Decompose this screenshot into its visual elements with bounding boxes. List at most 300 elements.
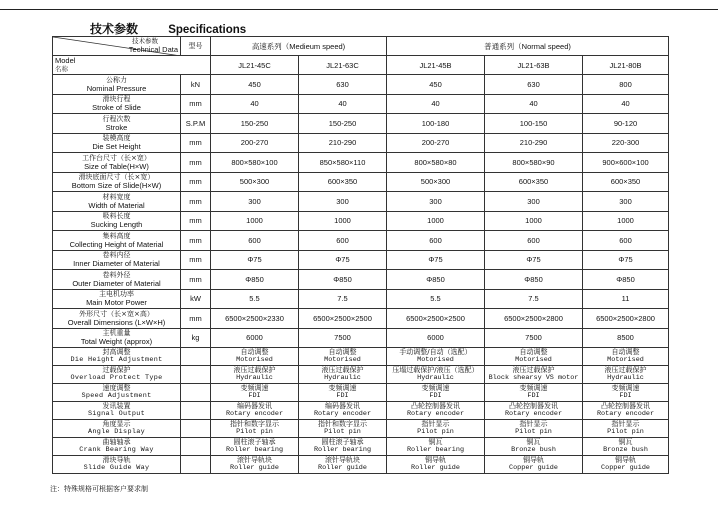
param-name-cn: 主电机功率: [99, 290, 134, 299]
value-en: Block shearsy VS motor: [488, 374, 579, 382]
spec-row: [53, 75, 669, 95]
param-name-cell: [53, 114, 181, 134]
value-cell: 7.5: [485, 289, 583, 309]
spec-table: [52, 36, 669, 474]
value-cell: 500×300: [387, 172, 485, 192]
value-cell: [299, 384, 387, 402]
value-cell: 1000: [211, 211, 299, 231]
param-name-cn: 曲轴轴承: [102, 438, 131, 446]
value-en: Pilot pin: [236, 428, 273, 436]
value-cell: [485, 420, 583, 438]
value-cell: 90-120: [583, 114, 669, 134]
param-name-cn: 公称力: [106, 75, 127, 84]
header-row-1: [53, 37, 669, 56]
value-cn: 铜导轨: [523, 456, 544, 464]
param-name-cn: 滑块底面尺寸（长×宽）: [78, 173, 155, 182]
spec-row: [53, 153, 669, 173]
value-cell: 600×350: [583, 172, 669, 192]
value-cell: 40: [211, 94, 299, 114]
param-name-cn: 主机重量: [102, 329, 131, 338]
param-name-cell: [53, 366, 181, 384]
value-cell: 5.5: [211, 289, 299, 309]
unit-cell: [181, 456, 211, 474]
param-name-en: Inner Diameter of Material: [73, 259, 160, 269]
value-cell: [583, 420, 669, 438]
value-cn: 液压过载保护: [604, 366, 647, 374]
header-row-2: [53, 56, 669, 75]
param-name-en: Speed Adjustment: [81, 392, 152, 400]
value-cell: 220-300: [583, 133, 669, 153]
param-name-cn: 卷料外径: [102, 270, 131, 279]
param-name-en: Sucking Length: [90, 220, 143, 230]
param-name-en: Die Set Height: [92, 142, 141, 152]
value-cell: [387, 384, 485, 402]
value-en: Rotary encoder: [596, 410, 655, 418]
value-cell: 40: [387, 94, 485, 114]
unit-cell: mm: [181, 172, 211, 192]
value-en: FDI: [248, 392, 261, 400]
value-cell: [583, 402, 669, 420]
value-cell: Φ850: [211, 270, 299, 290]
series-medium-header: 高速系列（Medieum speed): [211, 37, 387, 56]
param-name-en: Outer Diameter of Material: [72, 278, 161, 288]
param-name-cell: [53, 172, 181, 192]
value-cn: 指针显示: [421, 420, 450, 428]
value-en: FDI: [619, 392, 632, 400]
value-cn: 编码器发讯: [237, 402, 272, 410]
param-name-en: Stroke: [105, 122, 128, 132]
param-name-en: Overall Dimensions (L×W×H): [67, 317, 166, 327]
value-en: Motorised: [324, 356, 361, 364]
value-cell: 210-290: [485, 133, 583, 153]
unit-cell: mm: [181, 250, 211, 270]
param-name-cn: 集料高度: [102, 231, 131, 240]
value-cell: 7.5: [299, 289, 387, 309]
spec-row: [53, 328, 669, 348]
value-cell: 450: [211, 75, 299, 95]
value-en: Bronze bush: [511, 446, 556, 454]
value-cell: 450: [387, 75, 485, 95]
value-cell: [299, 438, 387, 456]
value-cell: 1000: [583, 211, 669, 231]
param-name-cn: 材料宽度: [102, 192, 131, 201]
value-en: Rotary encoder: [313, 410, 372, 418]
param-name-cell: [53, 133, 181, 153]
value-cn: 凸轮控制器发讯: [509, 402, 558, 410]
value-en: Motorised: [607, 356, 644, 364]
spec-row-text: [53, 384, 669, 402]
value-en: FDI: [527, 392, 540, 400]
value-cn: 变频调速: [611, 384, 640, 392]
value-cell: 300: [299, 192, 387, 212]
param-name-cn: 角度显示: [102, 420, 131, 428]
value-cn: 压塌过载保护/液压（选配）: [392, 366, 479, 374]
unit-cell: [181, 366, 211, 384]
param-name-en: Collecting Height of Material: [69, 239, 164, 249]
value-cell: [583, 456, 669, 474]
param-name-cell: [53, 309, 181, 329]
value-cell: 300: [485, 192, 583, 212]
param-name-cell: [53, 402, 181, 420]
unit-cell: mm: [181, 192, 211, 212]
value-cell: 6500×2500×2500: [299, 309, 387, 329]
value-cn: 凸轮控制器发讯: [601, 402, 651, 410]
value-cell: 7500: [299, 328, 387, 348]
value-cell: 210-290: [299, 133, 387, 153]
value-cell: 40: [485, 94, 583, 114]
value-cell: 800×580×100: [211, 153, 299, 173]
value-cn: 液压过载保护: [233, 366, 276, 374]
value-cell: Φ75: [299, 250, 387, 270]
model-name: JL21-80B: [583, 56, 669, 75]
value-en: Copper guide: [601, 464, 650, 472]
param-header-cn: 技术参数: [132, 37, 158, 45]
value-cn: 手动调整/自动（选配）: [399, 348, 472, 356]
unit-cell: [181, 384, 211, 402]
value-cell: 600: [387, 231, 485, 251]
value-en: Rotary encoder: [225, 410, 284, 418]
value-cn: 自动调整: [328, 348, 357, 356]
param-name-cell: [53, 231, 181, 251]
param-name-cn: 发讯装置: [102, 402, 131, 410]
value-cell: 600: [583, 231, 669, 251]
param-header-en: Technical Data: [128, 45, 178, 54]
value-en: Roller bearing: [225, 446, 284, 454]
param-name-cn: 过载保护: [102, 366, 131, 374]
footer-note: 注：特殊规格可根据客户要求制: [50, 485, 148, 493]
param-name-cell: [53, 420, 181, 438]
unit-cell: [181, 420, 211, 438]
value-cell: Φ850: [583, 270, 669, 290]
value-cell: 8500: [583, 328, 669, 348]
param-name-cell: [53, 250, 181, 270]
value-cell: Φ75: [387, 250, 485, 270]
value-cell: 630: [299, 75, 387, 95]
spec-row: [53, 192, 669, 212]
top-rule: [0, 9, 718, 10]
param-name-cell: [53, 192, 181, 212]
value-cell: 800×580×90: [485, 153, 583, 173]
value-cell: [485, 348, 583, 366]
title-en: Specifications: [168, 24, 247, 36]
value-cell: [211, 438, 299, 456]
value-cn: 铜导轨: [615, 456, 637, 464]
model-label-cell: Model 名称: [53, 56, 211, 75]
value-cn: 液压过载保护: [321, 366, 364, 374]
param-name-cn: 吸料长度: [102, 212, 131, 221]
model-name: JL21-45C: [211, 56, 299, 75]
unit-cell: [181, 402, 211, 420]
spec-row: [53, 250, 669, 270]
value-cn: 指针显示: [611, 420, 640, 428]
value-en: FDI: [429, 392, 442, 400]
param-name-cell: [53, 384, 181, 402]
value-cell: 6000: [211, 328, 299, 348]
value-cn: 指针和数字显示: [230, 420, 279, 428]
value-cell: 6500×2500×2800: [485, 309, 583, 329]
value-cell: 800×580×80: [387, 153, 485, 173]
value-cell: 200-270: [387, 133, 485, 153]
value-cell: 600: [485, 231, 583, 251]
param-name-cn: 卷料内径: [102, 251, 131, 260]
param-name-en: Width of Material: [88, 200, 145, 210]
value-cell: Φ850: [387, 270, 485, 290]
unit-cell: kg: [181, 328, 211, 348]
value-cell: 200-270: [211, 133, 299, 153]
value-en: Rotary encoder: [406, 410, 465, 418]
value-en: Motorised: [417, 356, 454, 364]
value-cell: [211, 456, 299, 474]
value-en: Roller guide: [230, 464, 279, 472]
spec-row: [53, 133, 669, 153]
spec-row: [53, 270, 669, 290]
param-name-cell: [53, 328, 181, 348]
spec-row-text: [53, 456, 669, 474]
param-name-cn: 滑块导轨: [102, 456, 131, 464]
value-cn: 自动调整: [519, 348, 548, 356]
param-name-cn: 行程次数: [102, 114, 131, 123]
spec-row: [53, 289, 669, 309]
value-en: Roller guide: [318, 464, 367, 472]
value-cell: 1000: [299, 211, 387, 231]
param-header-cell: [53, 37, 181, 56]
value-en: Copper guide: [509, 464, 558, 472]
value-cn: 变频调速: [421, 384, 450, 392]
value-cn: 变频调速: [240, 384, 269, 392]
value-cell: [583, 438, 669, 456]
spec-row: [53, 172, 669, 192]
param-name-cell: [53, 270, 181, 290]
spec-row: [53, 309, 669, 329]
value-cell: [387, 366, 485, 384]
value-cell: [387, 456, 485, 474]
value-cell: [299, 348, 387, 366]
value-en: Pilot pin: [417, 428, 454, 436]
value-cell: Φ75: [211, 250, 299, 270]
value-cell: [299, 366, 387, 384]
spec-row-text: [53, 402, 669, 420]
param-name-en: Die Height Adjustment: [70, 356, 163, 364]
value-cell: [211, 402, 299, 420]
value-cn: 铜导轨: [425, 456, 446, 464]
series-normal-header: 普通系列（Normal speed): [387, 37, 669, 56]
value-cell: 600: [299, 231, 387, 251]
value-cn: 凸轮控制器发讯: [411, 402, 460, 410]
param-name-en: Crank Bearing Way: [79, 446, 154, 454]
value-cell: [583, 366, 669, 384]
value-cell: 40: [583, 94, 669, 114]
unit-cell: mm: [181, 153, 211, 173]
value-cell: [211, 384, 299, 402]
value-cn: 铜瓦: [428, 438, 443, 446]
value-en: Motorised: [236, 356, 273, 364]
param-name-en: Bottom Size of Slide(H×W): [71, 181, 162, 191]
value-cell: 500×300: [211, 172, 299, 192]
unit-cell: [181, 438, 211, 456]
value-cell: 850×580×110: [299, 153, 387, 173]
value-cell: Φ75: [583, 250, 669, 270]
value-cell: 300: [583, 192, 669, 212]
value-cell: 6500×2500×2800: [583, 309, 669, 329]
param-name-cn: 装模高度: [102, 134, 131, 143]
unit-cell: mm: [181, 270, 211, 290]
value-cn: 铜瓦: [618, 438, 633, 446]
value-cn: 液压过载保护: [512, 366, 555, 374]
unit-cell: mm: [181, 211, 211, 231]
spec-row-text: [53, 348, 669, 366]
param-name-en: Total Weight (approx): [80, 337, 153, 347]
model-name: JL21-45B: [387, 56, 485, 75]
value-cell: 630: [485, 75, 583, 95]
param-name-cn: 速度调整: [102, 384, 131, 392]
value-en: Pilot pin: [515, 428, 552, 436]
param-name-cell: [53, 94, 181, 114]
value-cell: 1000: [387, 211, 485, 231]
value-cell: [299, 420, 387, 438]
value-cell: [485, 456, 583, 474]
value-cell: [387, 348, 485, 366]
value-cell: 11: [583, 289, 669, 309]
value-cell: [299, 402, 387, 420]
param-name-en: Main Motor Power: [86, 298, 147, 308]
value-cn: 滚针导轨块: [325, 456, 360, 464]
value-cn: 圆柱滚子轴承: [321, 438, 364, 446]
value-cell: [485, 366, 583, 384]
value-cell: [299, 456, 387, 474]
param-name-cell: [53, 456, 181, 474]
param-name-en: Nominal Pressure: [86, 83, 147, 93]
value-cell: 6500×2500×2500: [387, 309, 485, 329]
value-cn: 编码器发讯: [325, 402, 360, 410]
model-no-header: 型号: [181, 37, 211, 56]
value-cn: 铜瓦: [526, 438, 541, 446]
param-name-cell: [53, 153, 181, 173]
param-name-cell: [53, 438, 181, 456]
value-cell: [387, 402, 485, 420]
param-name-cn: 工作台尺寸（长×宽）: [82, 153, 151, 162]
model-name: JL21-63B: [485, 56, 583, 75]
unit-cell: S.P.M: [181, 114, 211, 134]
param-name-cell: [53, 211, 181, 231]
value-cell: 600×350: [299, 172, 387, 192]
value-en: Motorised: [515, 356, 552, 364]
param-name-cn: 滑块行程: [102, 95, 131, 104]
value-cell: 300: [211, 192, 299, 212]
param-name-en: Angle Display: [88, 428, 145, 436]
param-name-en: Signal Output: [88, 410, 145, 418]
value-cell: Φ850: [299, 270, 387, 290]
value-cell: 900×600×100: [583, 153, 669, 173]
value-cell: 6500×2500×2330: [211, 309, 299, 329]
param-name-cn: 外形尺寸（长×宽×高）: [79, 309, 154, 318]
value-cell: [387, 420, 485, 438]
page-title: [90, 20, 246, 37]
spec-row: [53, 94, 669, 114]
value-cell: [485, 384, 583, 402]
param-name-cell: [53, 289, 181, 309]
value-cell: [211, 348, 299, 366]
value-cn: 指针和数字显示: [318, 420, 367, 428]
unit-cell: mm: [181, 231, 211, 251]
unit-cell: mm: [181, 94, 211, 114]
value-en: Roller bearing: [406, 446, 465, 454]
value-cell: 6000: [387, 328, 485, 348]
spec-row: [53, 114, 669, 134]
value-en: FDI: [336, 392, 349, 400]
value-en: Hydraulic: [236, 374, 273, 382]
param-name-en: Size of Table(H×W): [84, 161, 149, 171]
param-name-cell: [53, 75, 181, 95]
value-en: Roller guide: [411, 464, 460, 472]
value-en: Hydraulic: [417, 374, 454, 382]
value-cell: [485, 438, 583, 456]
param-name-cn: 封高调整: [102, 348, 131, 356]
value-cell: [211, 420, 299, 438]
value-en: Hydraulic: [324, 374, 361, 382]
value-en: Pilot pin: [607, 428, 644, 436]
param-name-en: Stroke of Slide: [92, 103, 141, 113]
value-en: Pilot pin: [324, 428, 361, 436]
param-name-en: Overload Protect Type: [70, 374, 163, 382]
value-cell: 100-150: [485, 114, 583, 134]
value-cell: 40: [299, 94, 387, 114]
value-en: Rotary encoder: [504, 410, 563, 418]
value-cell: 1000: [485, 211, 583, 231]
unit-cell: mm: [181, 133, 211, 153]
value-cell: Φ75: [485, 250, 583, 270]
value-cell: 150-250: [211, 114, 299, 134]
param-name-en: Slide Guide Way: [83, 464, 150, 472]
value-cell: 100-180: [387, 114, 485, 134]
value-cn: 自动调整: [611, 348, 640, 356]
value-cn: 变频调速: [328, 384, 357, 392]
param-name-cell: [53, 348, 181, 366]
value-cell: 300: [387, 192, 485, 212]
spec-row-text: [53, 420, 669, 438]
value-cn: 滚针导轨块: [237, 456, 272, 464]
value-cn: 变频调速: [519, 384, 548, 392]
value-cell: [583, 348, 669, 366]
unit-cell: kW: [181, 289, 211, 309]
value-cell: [485, 402, 583, 420]
model-name: JL21-63C: [299, 56, 387, 75]
title-cn: 技术参数: [90, 22, 139, 36]
unit-cell: [181, 348, 211, 366]
value-cell: 600×350: [485, 172, 583, 192]
value-en: Bronze bush: [603, 446, 648, 454]
value-cell: [387, 438, 485, 456]
value-cell: [583, 384, 669, 402]
value-cell: 600: [211, 231, 299, 251]
value-cell: 7500: [485, 328, 583, 348]
value-cn: 圆柱滚子轴承: [233, 438, 276, 446]
unit-cell: kN: [181, 75, 211, 95]
value-cell: Φ850: [485, 270, 583, 290]
spec-row-text: [53, 366, 669, 384]
value-cn: 自动调整: [240, 348, 269, 356]
value-cn: 指针显示: [519, 420, 548, 428]
spec-row-text: [53, 438, 669, 456]
value-cell: 5.5: [387, 289, 485, 309]
value-en: Hydraulic: [607, 374, 644, 382]
value-cell: 150-250: [299, 114, 387, 134]
value-cell: [211, 366, 299, 384]
value-en: Roller bearing: [313, 446, 372, 454]
spec-row: [53, 231, 669, 251]
unit-cell: mm: [181, 309, 211, 329]
value-cell: 800: [583, 75, 669, 95]
spec-row: [53, 211, 669, 231]
